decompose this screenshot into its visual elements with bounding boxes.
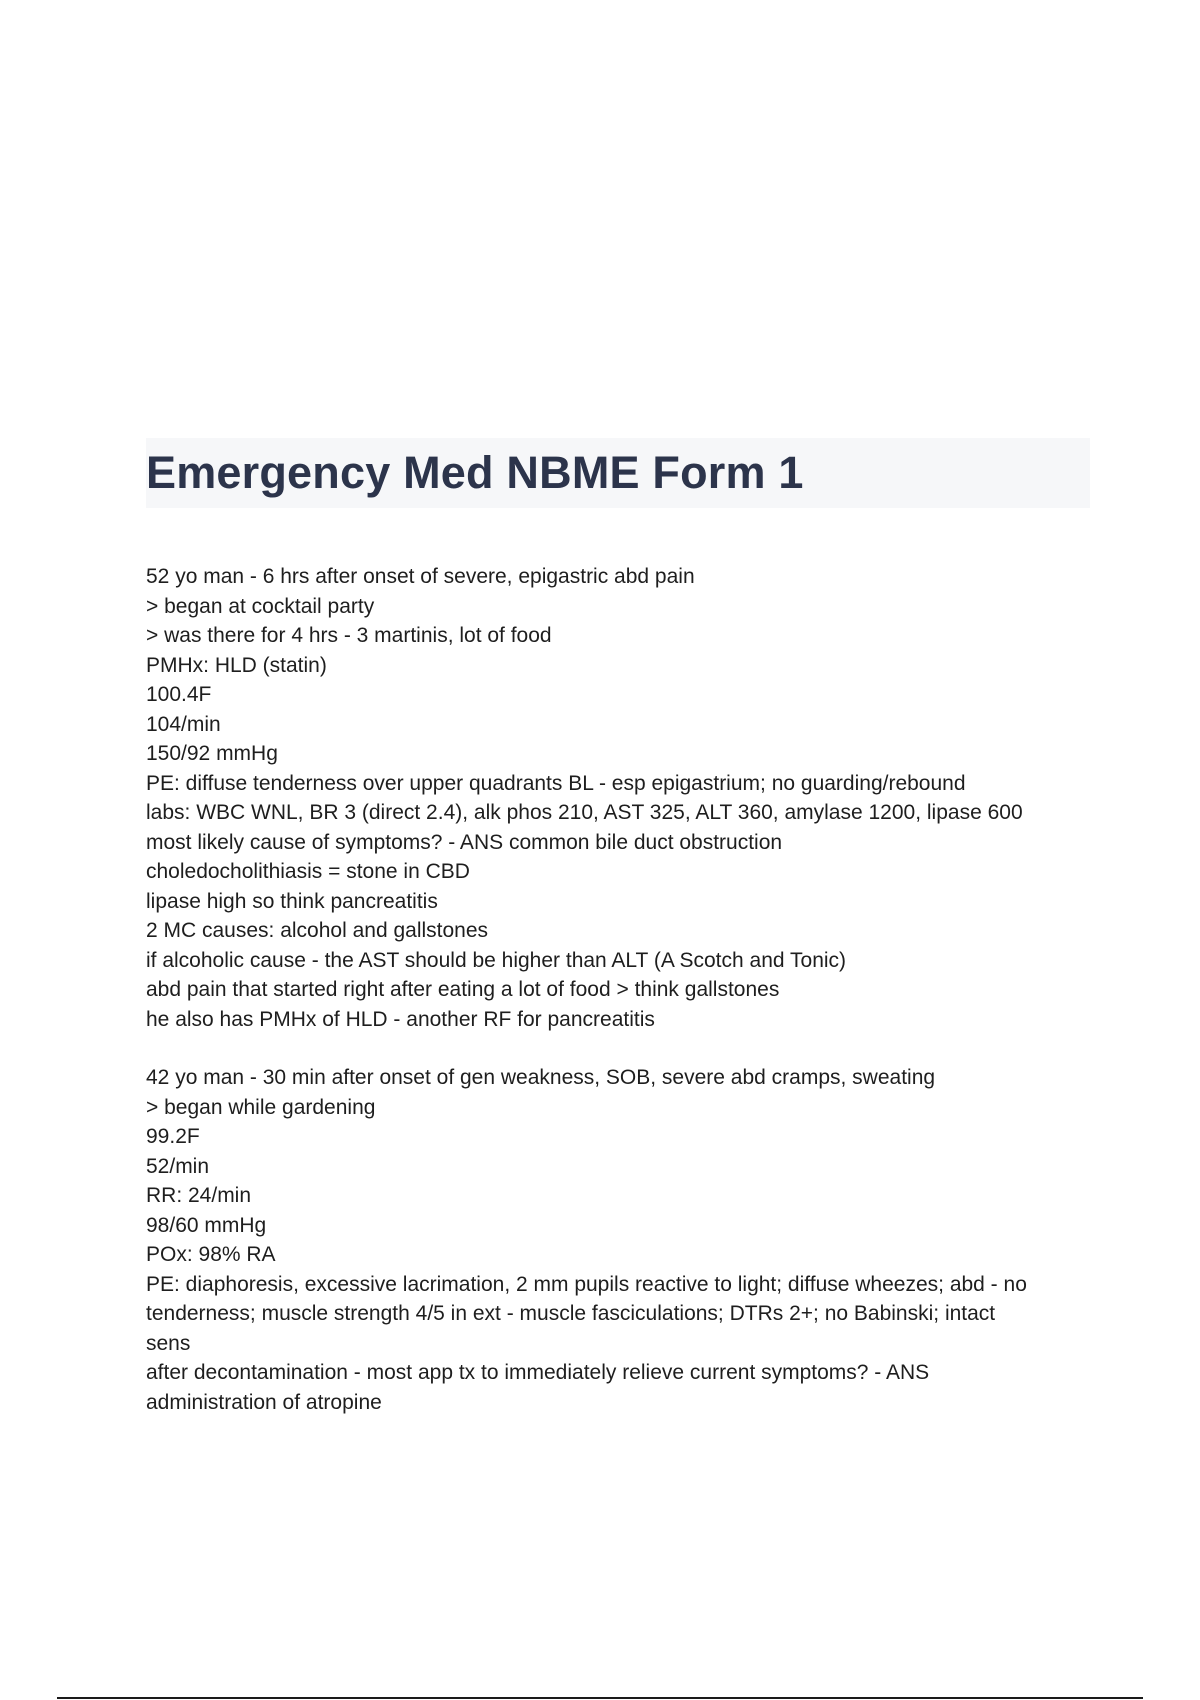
- text-line: > began at cocktail party: [146, 594, 375, 618]
- case-block-1: [146, 562, 1090, 1034]
- text-line: tenderness; muscle strength 4/5 in ext - muscle fasciculations; DTRs 2+; no Babinski; intact: [146, 1302, 996, 1325]
- text-line: if alcoholic cause - the AST should be higher than ALT (A Scotch and Tonic): [146, 948, 847, 972]
- text-line: PMHx: HLD (statin): [146, 653, 327, 677]
- text-line: 150/92 mmHg: [146, 742, 278, 765]
- text-line: lipase high so think pancreatitis: [146, 889, 438, 913]
- text-line: 99.2F: [146, 1125, 200, 1148]
- text-line: most likely cause of symptoms? - ANS common bile duct obstruction: [146, 830, 783, 854]
- text-line: 42 yo man - 30 min after onset of gen weakness, SOB, severe abd cramps, sweating: [146, 1066, 936, 1089]
- text-line: administration of atropine: [146, 1390, 382, 1414]
- text-line: 2 MC causes: alcohol and gallstones: [146, 919, 489, 942]
- text-line: he also has PMHx of HLD - another RF for pancreatitis: [146, 1007, 655, 1031]
- document-body: [146, 562, 1090, 1446]
- text-line: > began while gardening: [146, 1095, 376, 1119]
- footer-divider: [57, 1697, 1143, 1699]
- text-line: PE: diffuse tenderness over upper quadrants BL - esp epigastrium; no guarding/rebound: [146, 771, 966, 795]
- text-line: choledocholithiasis = stone in CBD: [146, 860, 470, 883]
- title-band: [146, 438, 1090, 508]
- text-line: POx: 98% RA: [146, 1243, 276, 1266]
- text-line: 52 yo man - 6 hrs after onset of severe, epigastric abd pain: [146, 565, 695, 588]
- case-block-2: [146, 1063, 1090, 1417]
- text-line: 100.4F: [146, 683, 212, 706]
- text-line: 104/min: [146, 712, 221, 736]
- text-line: 52/min: [146, 1154, 210, 1178]
- text-line: abd pain that started right after eating a lot of food > think gallstones: [146, 978, 780, 1001]
- text-line: > was there for 4 hrs - 3 martinis, lot of food: [146, 624, 552, 647]
- document-title: Emergency Med NBME Form 1: [146, 447, 804, 498]
- text-line: after decontamination - most app tx to immediately relieve current symptoms? - ANS: [146, 1361, 930, 1384]
- text-line: 98/60 mmHg: [146, 1213, 267, 1237]
- text-line: RR: 24/min: [146, 1184, 252, 1207]
- text-line: labs: WBC WNL, BR 3 (direct 2.4), alk phos 210, AST 325, ALT 360, amylase 1200, lipase 600: [146, 801, 1023, 824]
- text-line: PE: diaphoresis, excessive lacrimation, 2 mm pupils reactive to light; diffuse wheezes; abd - no: [146, 1272, 1027, 1296]
- text-line: sens: [146, 1331, 191, 1355]
